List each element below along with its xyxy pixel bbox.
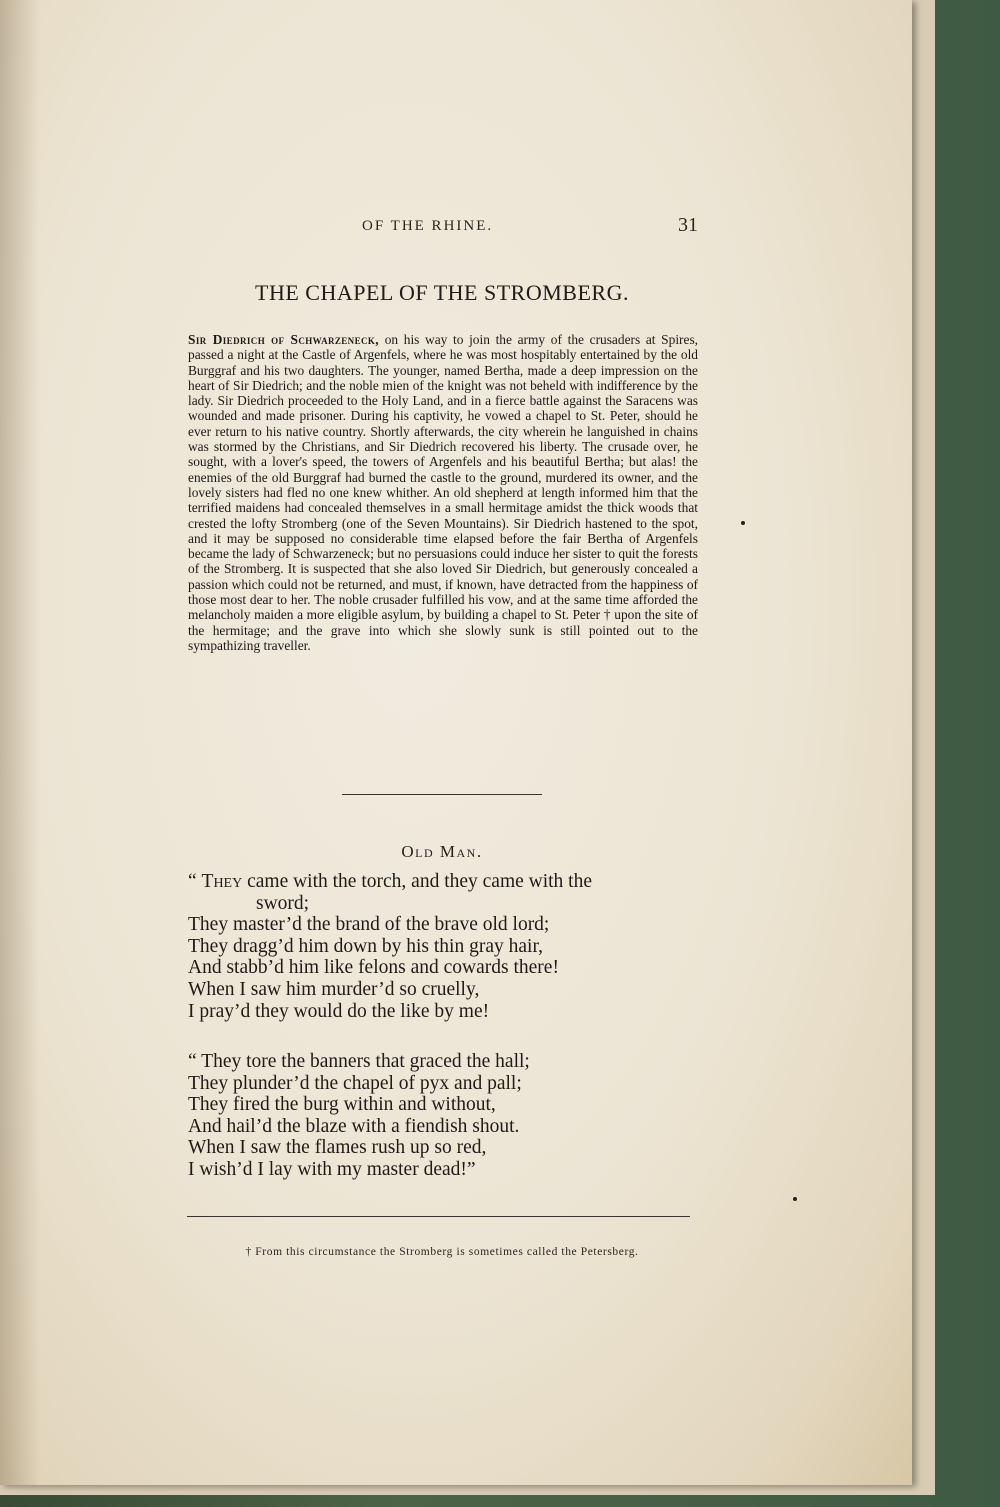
poem-line: sword;: [256, 892, 310, 914]
page-number: 31: [678, 214, 698, 236]
poem-line: They plunder’d the chapel of pyx and pall;: [188, 1072, 522, 1094]
ink-speck: [793, 1197, 797, 1201]
poem-stanza-1: [188, 871, 708, 1022]
poem-line: And hail’d the blaze with a fiendish shout.: [188, 1115, 520, 1137]
prose-paragraph: [188, 332, 698, 653]
poem-line: “ They tore the banners that graced the hall;: [188, 1051, 530, 1072]
poem-line: They master’d the brand of the brave old lord;: [188, 914, 550, 936]
poem-title: Old Man.: [401, 842, 483, 861]
prose-lead-name: Sir Diedrich of Schwarzeneck,: [188, 332, 380, 347]
footnote-rule: [187, 1216, 690, 1217]
footnote: † From this circumstance the Stromberg is sometimes called the Petersberg.: [245, 1246, 639, 1258]
line-text: came with the torch, and they came with the: [242, 871, 593, 892]
section-divider: [342, 794, 542, 795]
chapter-title: THE CHAPEL OF THE STROMBERG.: [255, 280, 629, 305]
first-word: They: [201, 871, 243, 892]
poem-line: And stabb’d him like felons and cowards there!: [188, 957, 559, 979]
poem-line: They dragg’d him down by his thin gray hair,: [188, 935, 544, 957]
poem-line: When I saw the flames rush up so red,: [188, 1137, 487, 1159]
poem-stanza-2: [188, 1051, 708, 1181]
page-gutter-shadow: [0, 0, 40, 1485]
running-title: OF THE RHINE.: [362, 218, 494, 234]
poem-line: They fired the burg within and without,: [188, 1094, 496, 1116]
poem-line: [188, 871, 708, 893]
poem-line: I pray’d they would do the like by me!: [188, 1000, 490, 1022]
running-head: [186, 214, 698, 240]
prose-body: on his way to join the army of the crusaders at Spires, passed a night at the Castle of Argenfels, where he was most hospitably entertained by the old Burggraf and his two daughters. The younger, named Bertha, made a deep impression on the heart of Sir Diedrich; and the noble mien of the knight was not beheld with indifference by the lady. Sir Diedrich proceeded to the Holy Land, and in a fierce battle against the Saracens was wounded and made prisoner. During his captivity, he vowed a chapel to St. Peter, should he ever return to his native country. Shortly afterwards, the city wherein he languished in chains was stormed by the Christians, and Sir Diedrich recovered his liberty. The crusade over, he sought, with a lover's speed, the towers of Argenfels and his beautiful Bertha; but alas! the enemies of the old Burggraf had burned the castle to the ground, murdered its owner, and the lovely sisters had fled no one knew whither. An old shepherd at length informed him that the terrified maidens had concealed themselves in a small hermitage amidst the thick woods that crested the lofty Stromberg (one of the Seven Mountains). Sir Diedrich hastened to the spot, and it may be supposed no considerable time elapsed before the fair Bertha of Argenfels became the lady of Schwarzeneck; but no persuasions could induce her sister to quit the forests of the Stromberg. It is suspected that she also loved Sir Diedrich, but generously concealed a passion which could not be returned, and must, if known, have detracted from the happiness of those most dear to her. The noble crusader fulfilled his vow, and at the same time afforded the melancholy maiden a more eligible asylum, by building a chapel to St. Peter † upon the site of the hermitage; and the grave into which she slowly sunk is still pointed out to the sympathizing traveller.: [188, 332, 698, 653]
ink-speck: [741, 521, 745, 525]
poem-line: I wish’d I lay with my master dead!”: [188, 1158, 476, 1180]
open-quote: “: [188, 871, 202, 892]
poem-line: When I saw him murder’d so cruelly,: [188, 978, 480, 1000]
